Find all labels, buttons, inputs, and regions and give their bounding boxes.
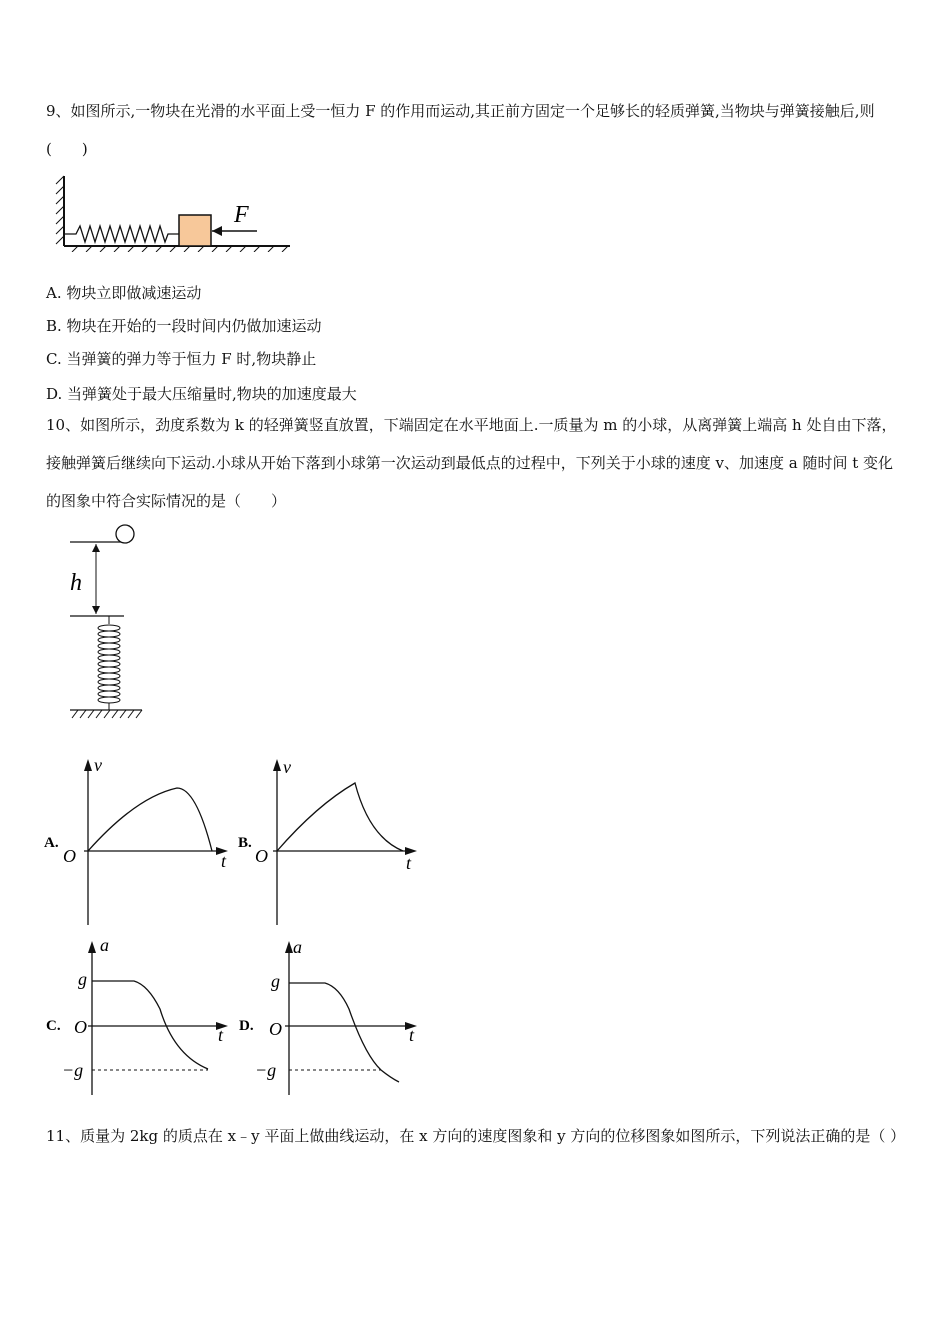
block: [179, 215, 211, 246]
ball: [116, 525, 134, 543]
graph-a-origin: O: [63, 846, 76, 866]
graph-c-option: C.: [46, 1018, 61, 1034]
graph-d-x-label: t: [409, 1025, 415, 1045]
graph-b-origin: O: [255, 846, 268, 866]
graph-b-option: B.: [238, 835, 252, 851]
q9-option-b: B. 物块在开始的一段时间内仍做加速运动: [46, 317, 322, 335]
wall-hatch: [56, 176, 64, 246]
graph-c-origin: O: [74, 1017, 87, 1037]
graph-c-curve: [92, 981, 208, 1069]
graph-a-y-label: v: [94, 755, 102, 775]
graph-c-y-label: a: [100, 937, 109, 955]
question-11-stem: 11、质量为 2kg 的质点在 x﹣y 平面上做曲线运动，在 x 方向的速度图象和 y 方向的位移图象如图所示，下列说法正确的是（ ）: [46, 1127, 906, 1145]
graph-c-bottom-tick: −g: [62, 1060, 84, 1080]
graph-c-x-label: t: [218, 1025, 224, 1045]
force-label: F: [234, 202, 249, 228]
graph-a-curve: [88, 788, 212, 851]
q9-option-a: A. 物块立即做减速运动: [46, 284, 202, 302]
graph-b: [233, 755, 423, 927]
graph-d-y-label: a: [293, 937, 302, 957]
graph-a: [44, 755, 234, 927]
force-arrow-head: [212, 226, 222, 236]
graph-b-x-label: t: [406, 853, 412, 873]
question-9-stem: 9、如图所示,一物块在光滑的水平面上受一恒力 F 的作用而运动,其正前方固定一个足够长的轻质弹簧,当物块与弹簧接触后,则( ): [46, 102, 875, 158]
graph-c-top-tick: g: [78, 969, 87, 989]
graph-b-y-label: v: [283, 757, 291, 777]
floor-hatch: [64, 246, 290, 252]
graph-a-x-label: t: [221, 851, 227, 871]
graph-d-bottom-tick: −g: [255, 1060, 277, 1080]
vertical-spring: [98, 625, 120, 703]
question-10-stem: 10、如图所示，劲度系数为 k 的轻弹簧竖直放置，下端固定在水平地面上.一质量为 m 的小球，从离弹簧上端高 h 处自由下落，接触弹簧后继续向下运动.小球从开始下落到小球第一次运动到最低点的过程中，下列关于小球的速度 v、加速度 a 随时间 t 变化的图象中符合实际情况的是（ ）: [46, 416, 897, 510]
graph-d: [233, 937, 423, 1097]
graph-d-curve: [289, 983, 399, 1082]
spring: [64, 226, 179, 242]
graph-d-top-tick: g: [271, 971, 280, 991]
graph-b-curve: [277, 783, 403, 851]
graph-d-option: D.: [239, 1018, 254, 1034]
graph-d-origin: O: [269, 1019, 282, 1039]
graph-a-option: A.: [44, 835, 59, 851]
q9-option-d: D. 当弹簧处于最大压缩量时,物块的加速度最大: [46, 385, 357, 403]
spring-block-figure: [52, 170, 297, 252]
q9-option-c: C. 当弹簧的弹力等于恒力 F 时,物块静止: [46, 350, 317, 368]
vertical-spring-figure: [62, 520, 152, 725]
height-label: h: [70, 570, 82, 596]
graph-c: [44, 937, 234, 1097]
